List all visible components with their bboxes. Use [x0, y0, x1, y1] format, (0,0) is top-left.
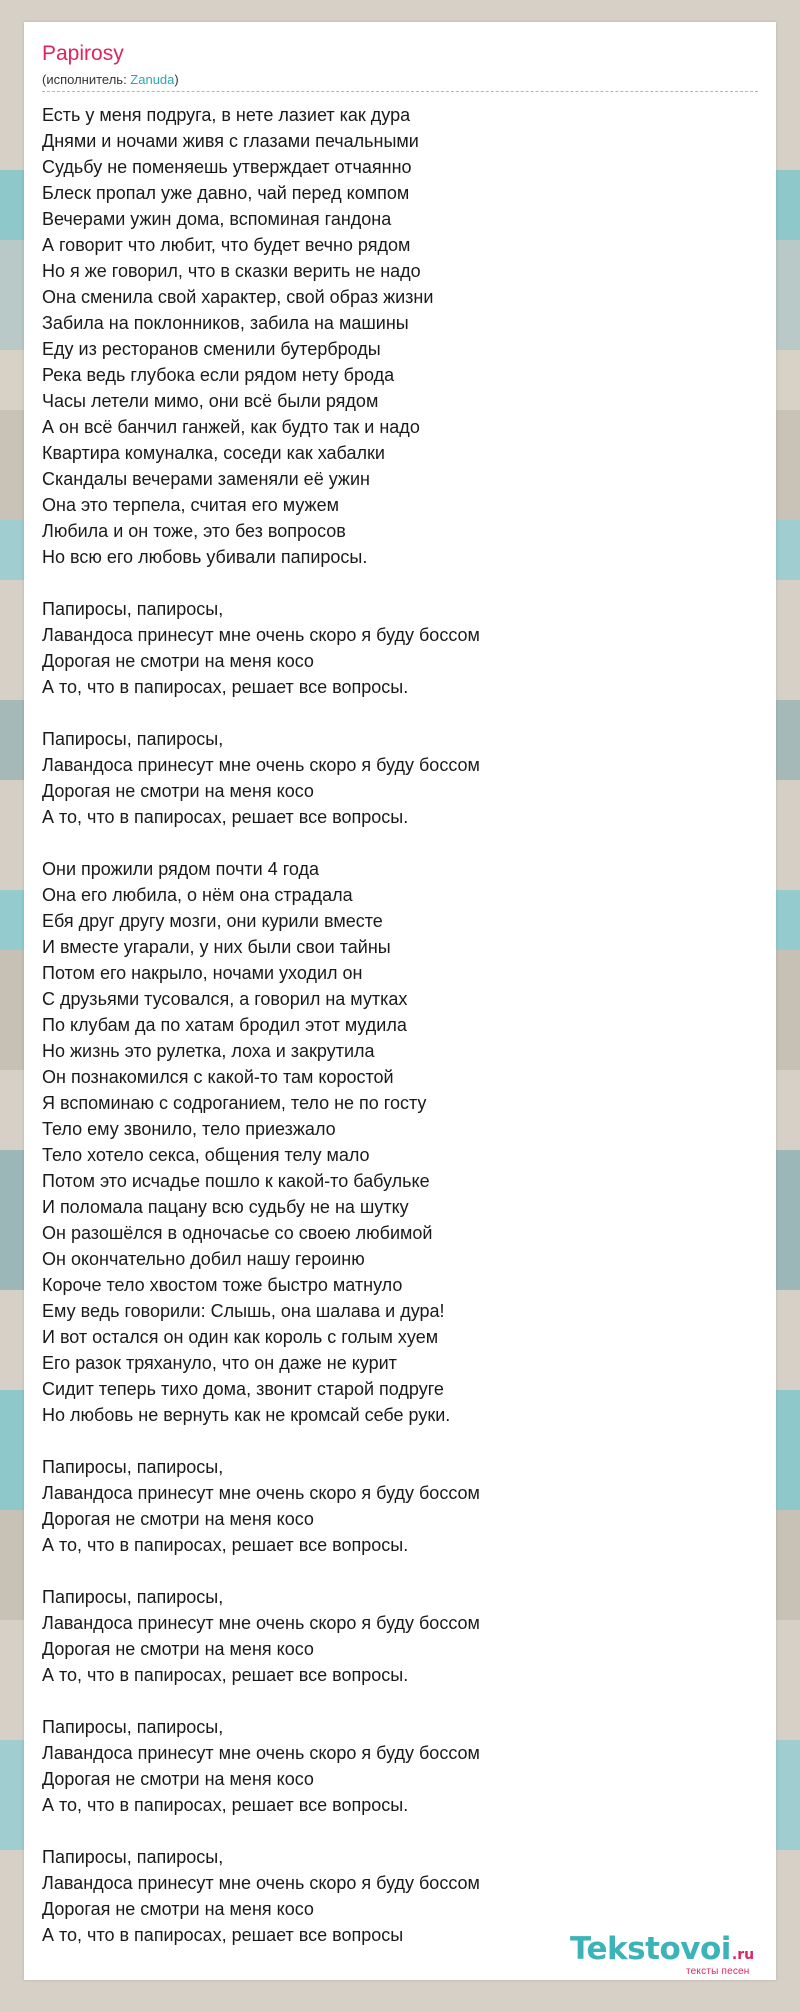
lyric-line: Папиросы, папиросы,: [42, 1847, 224, 1867]
lyric-line: А то, что в папиросах, решает все вопросы.: [42, 1795, 409, 1815]
lyric-line: Дорогая не смотри на меня косо: [42, 1769, 314, 1789]
lyric-line: Она его любила, о нём она страдала: [42, 885, 353, 905]
lyric-line: А он всё банчил ганжей, как будто так и надо: [42, 417, 420, 437]
lyrics-stanza: [42, 1714, 758, 1818]
lyric-line: Лавандоса принесут мне очень скоро я буду боссом: [42, 755, 480, 775]
lyric-line: Папиросы, папиросы,: [42, 1587, 224, 1607]
lyric-line: Он разошёлся в одночасье со своею любимой: [42, 1223, 433, 1243]
lyrics-stanza: [42, 856, 758, 1428]
artist-line: [42, 72, 179, 88]
lyric-line: Она это терпела, считая его мужем: [42, 495, 339, 515]
lyric-line: Тело ему звонило, тело приезжало: [42, 1119, 336, 1139]
lyric-line: Есть у меня подруга, в нете лазиет как дура: [42, 105, 411, 125]
lyric-line: Он окончательно добил нашу героиню: [42, 1249, 365, 1269]
lyrics-stanza: [42, 102, 758, 570]
logo-tld: .ru: [731, 1947, 755, 1963]
lyric-line: Река ведь глубока если рядом нету брода: [42, 365, 395, 385]
lyric-line: Любила и он тоже, это без вопросов: [42, 521, 346, 541]
lyric-line: Лавандоса принесут мне очень скоро я буду боссом: [42, 1743, 480, 1763]
logo-tagline: тексты песен: [686, 1966, 750, 1977]
lyric-line: А то, что в папиросах, решает все вопросы.: [42, 1535, 409, 1555]
lyric-line: Но я же говорил, что в сказки верить не надо: [42, 261, 421, 281]
lyric-line: Короче тело хвостом тоже быстро матнуло: [42, 1275, 403, 1295]
song-title: Papirosy: [42, 42, 124, 65]
site-logo[interactable]: [570, 1932, 770, 1980]
lyric-line: Ему ведь говорили: Слышь, она шалава и дура!: [42, 1301, 445, 1321]
lyrics-stanza: [42, 596, 758, 700]
lyric-line: Сидит теперь тихо дома, звонит старой подруге: [42, 1379, 444, 1399]
lyric-line: Часы летели мимо, они всё были рядом: [42, 391, 379, 411]
lyric-line: Папиросы, папиросы,: [42, 1717, 224, 1737]
lyric-line: Лавандоса принесут мне очень скоро я буду боссом: [42, 625, 480, 645]
lyric-line: Он познакомился с какой-то там коростой: [42, 1067, 394, 1087]
lyric-line: Судьбу не поменяешь утверждает отчаянно: [42, 157, 412, 177]
lyric-line: Лавандоса принесут мне очень скоро я буду боссом: [42, 1613, 480, 1633]
lyric-line: Папиросы, папиросы,: [42, 599, 224, 619]
lyric-line: И вот остался он один как король с голым хуем: [42, 1327, 439, 1347]
lyrics-stanza: [42, 1584, 758, 1688]
lyric-line: Дорогая не смотри на меня косо: [42, 1509, 314, 1529]
lyric-line: Дорогая не смотри на меня косо: [42, 1899, 314, 1919]
lyric-line: Дорогая не смотри на меня косо: [42, 651, 314, 671]
lyric-line: Но жизнь это рулетка, лоха и закрутила: [42, 1041, 375, 1061]
lyric-line: Забила на поклонников, забила на машины: [42, 313, 409, 333]
title-divider: [42, 91, 758, 92]
lyric-line: Но всю его любовь убивали папиросы.: [42, 547, 368, 567]
lyric-line: Тело хотело секса, общения телу мало: [42, 1145, 370, 1165]
lyric-line: Скандалы вечерами заменяли её ужин: [42, 469, 370, 489]
artist-suffix: ): [174, 72, 179, 87]
lyric-line: Папиросы, папиросы,: [42, 1457, 224, 1477]
lyric-line: Папиросы, папиросы,: [42, 729, 224, 749]
lyric-line: Лавандоса принесут мне очень скоро я буду боссом: [42, 1873, 480, 1893]
lyric-line: С друзьями тусовался, а говорил на мутках: [42, 989, 408, 1009]
lyric-line: Квартира комуналка, соседи как хабалки: [42, 443, 385, 463]
lyrics-stanza: [42, 1454, 758, 1558]
lyrics-card: [24, 22, 776, 1980]
lyric-line: Ебя друг другу мозги, они курили вместе: [42, 911, 383, 931]
lyric-line: Но любовь не вернуть как не кромсай себе руки.: [42, 1405, 451, 1425]
lyric-line: А то, что в папиросах, решает все вопросы.: [42, 1665, 409, 1685]
lyric-line: Его разок тряхануло, что он даже не курит: [42, 1353, 397, 1373]
lyric-line: Она сменила свой характер, свой образ жизни: [42, 287, 434, 307]
lyric-line: Дорогая не смотри на меня косо: [42, 781, 314, 801]
lyric-line: И вместе угарали, у них были свои тайны: [42, 937, 391, 957]
lyric-line: Лавандоса принесут мне очень скоро я буду боссом: [42, 1483, 480, 1503]
lyric-line: Еду из ресторанов сменили бутерброды: [42, 339, 381, 359]
artist-prefix: (исполнитель:: [42, 72, 131, 87]
lyric-line: По клубам да по хатам бродил этот мудила: [42, 1015, 407, 1035]
lyric-line: Они прожили рядом почти 4 года: [42, 859, 320, 879]
lyrics-stanza: [42, 726, 758, 830]
lyrics-body: [42, 102, 758, 1974]
lyric-line: А то, что в папиросах, решает все вопросы.: [42, 677, 409, 697]
lyric-line: Блеск пропал уже давно, чай перед компом: [42, 183, 410, 203]
lyric-line: Потом это исчадье пошло к какой-то бабульке: [42, 1171, 430, 1191]
lyric-line: А говорит что любит, что будет вечно рядом: [42, 235, 411, 255]
artist-link[interactable]: Zanuda: [130, 72, 175, 87]
logo-word: Tekstovoi: [570, 1931, 731, 1967]
lyric-line: А то, что в папиросах, решает все вопросы.: [42, 807, 409, 827]
lyric-line: Я вспоминаю с содроганием, тело не по госту: [42, 1093, 427, 1113]
lyric-line: А то, что в папиросах, решает все вопросы: [42, 1925, 404, 1945]
lyric-line: Дорогая не смотри на меня косо: [42, 1639, 314, 1659]
lyric-line: Вечерами ужин дома, вспоминая гандона: [42, 209, 392, 229]
lyric-line: Днями и ночами живя с глазами печальными: [42, 131, 419, 151]
lyric-line: И поломала пацану всю судьбу не на шутку: [42, 1197, 409, 1217]
lyric-line: Потом его накрыло, ночами уходил он: [42, 963, 363, 983]
